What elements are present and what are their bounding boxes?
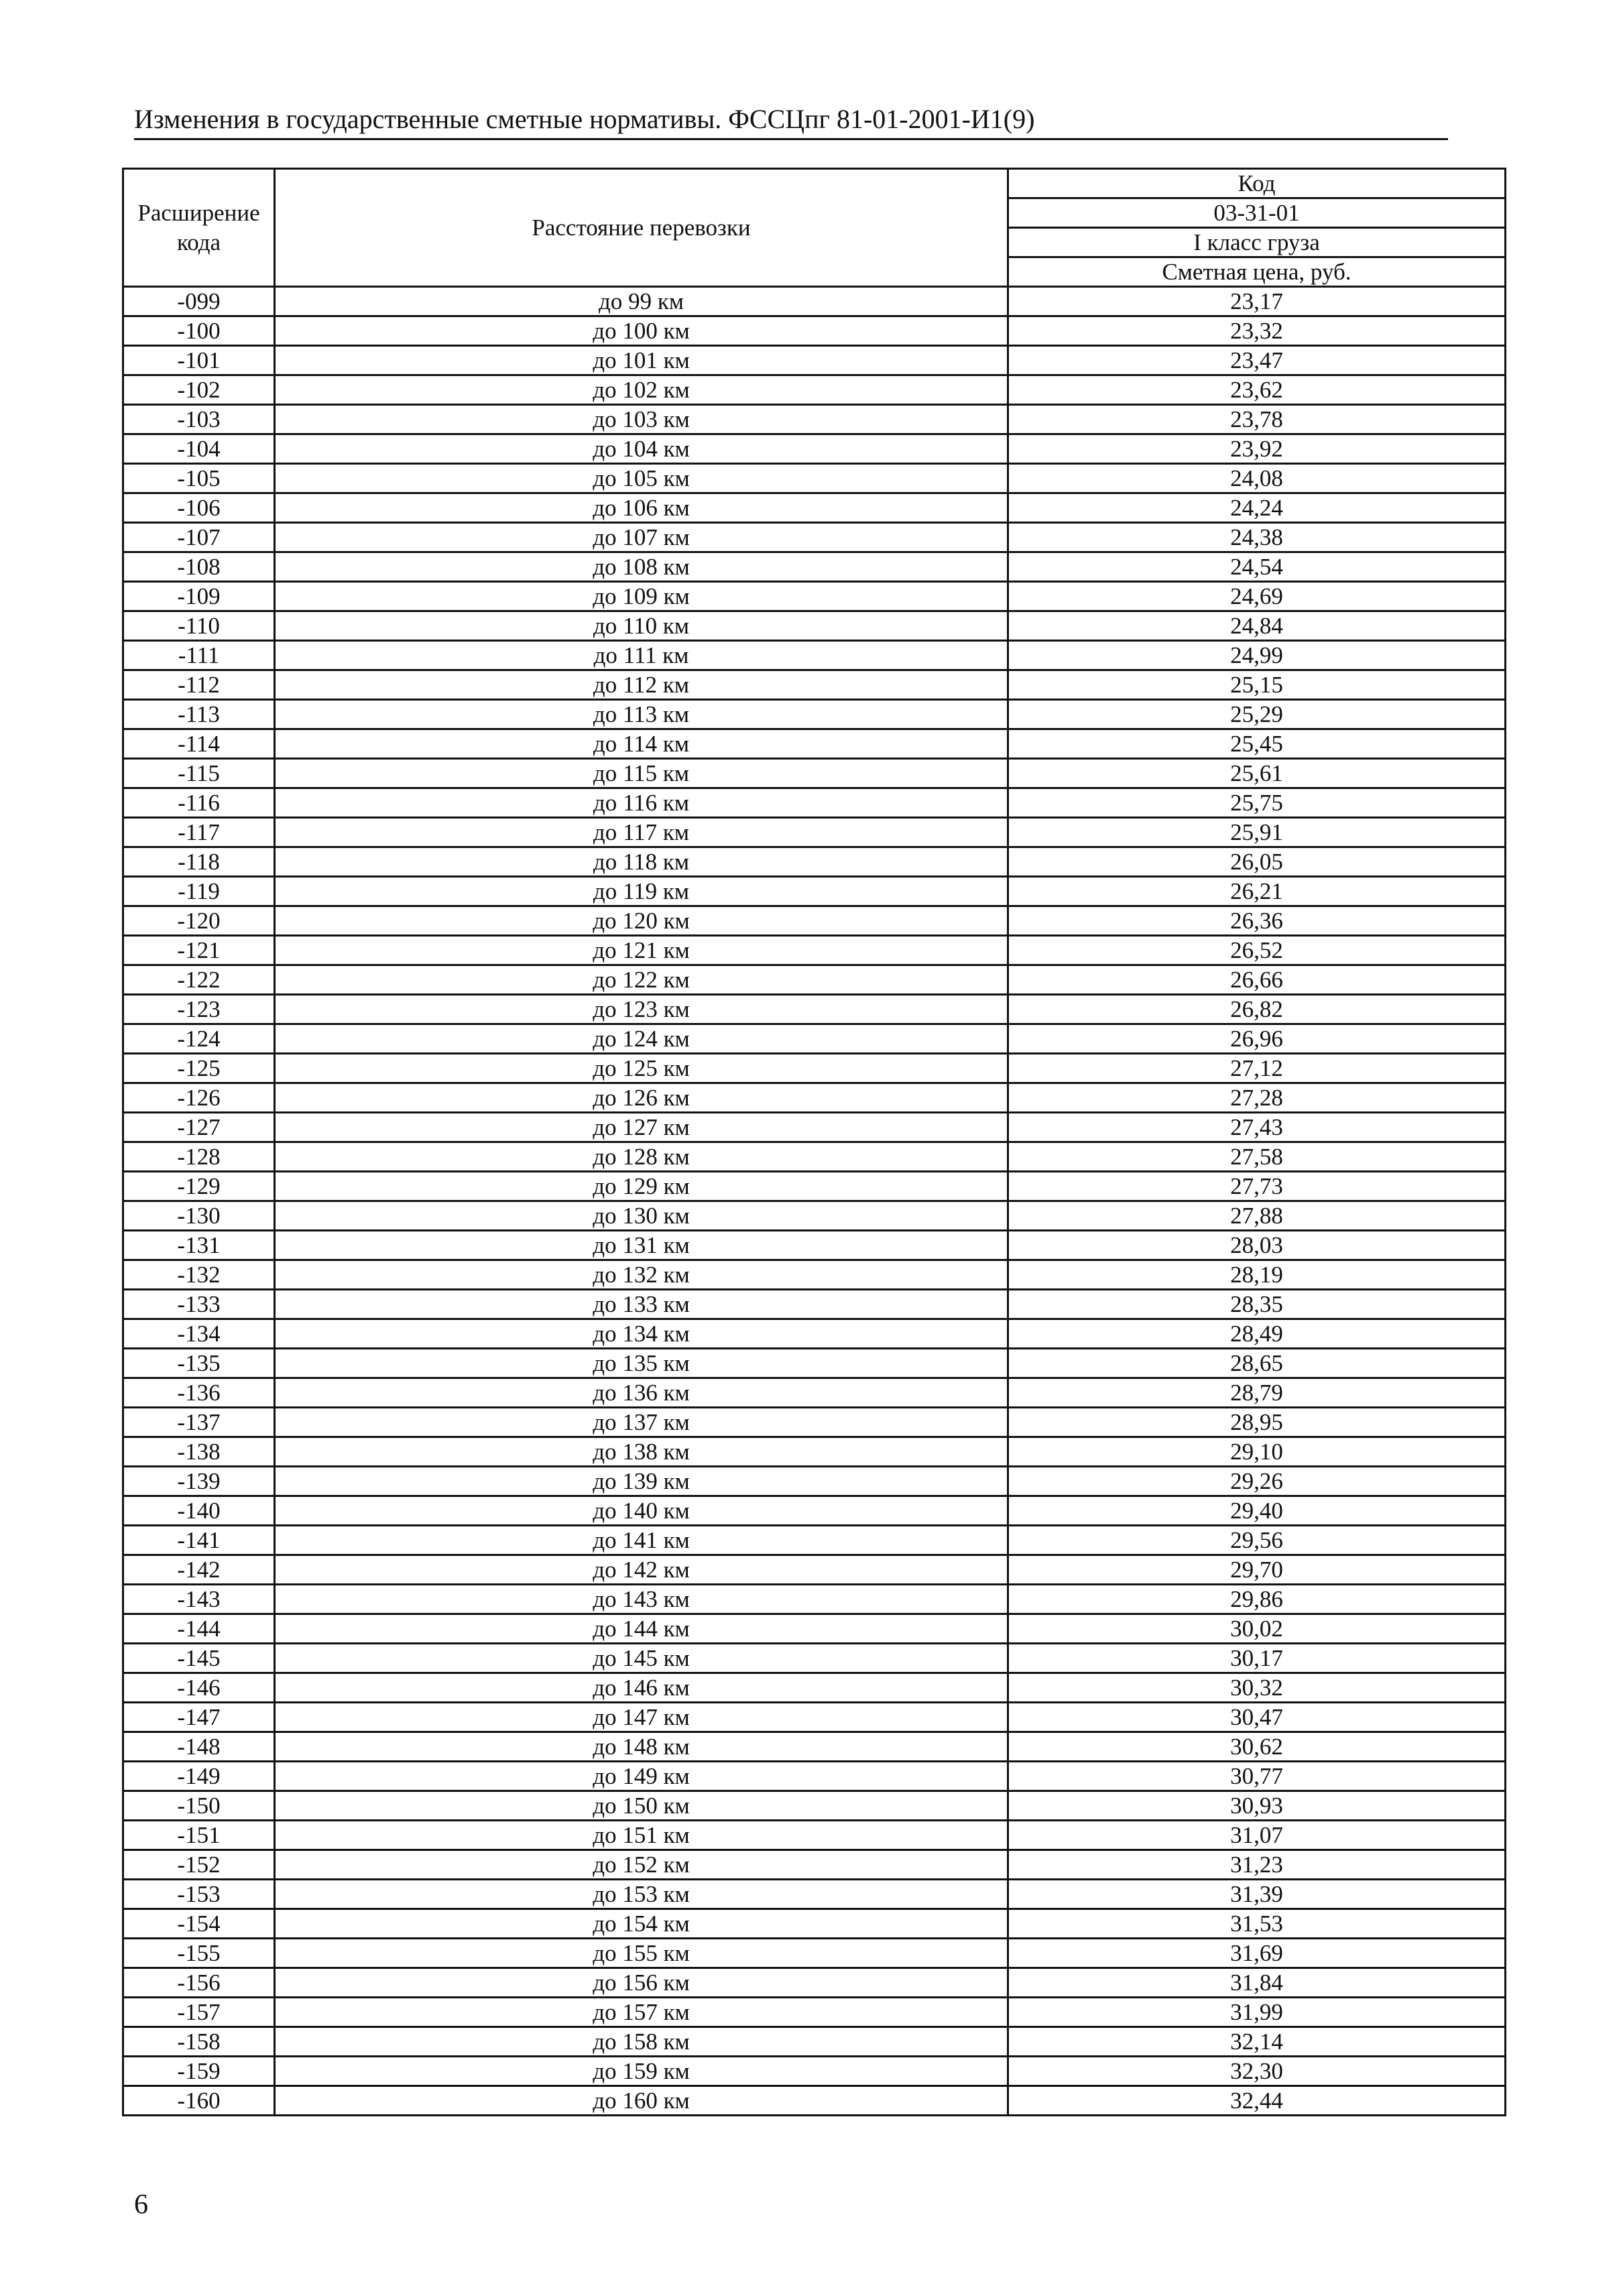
table-row	[123, 1437, 1506, 1467]
cell-code-extension: -104	[123, 434, 275, 464]
table-row	[123, 670, 1506, 700]
cell-distance: до 114 км	[275, 729, 1008, 759]
cell-distance: до 138 км	[275, 1437, 1008, 1467]
table-row	[123, 1142, 1506, 1172]
cell-price: 26,05	[1008, 847, 1506, 877]
table-body	[123, 287, 1506, 2116]
table-row	[123, 1673, 1506, 1703]
table-row	[123, 1909, 1506, 1939]
cell-distance: до 143 км	[275, 1585, 1008, 1614]
cell-distance: до 159 км	[275, 2057, 1008, 2086]
cell-price: 28,79	[1008, 1378, 1506, 1408]
cell-code-extension: -127	[123, 1113, 275, 1142]
cell-code-extension: -157	[123, 1998, 275, 2027]
table-row	[123, 847, 1506, 877]
cell-distance: до 129 км	[275, 1172, 1008, 1201]
cell-distance: до 152 км	[275, 1850, 1008, 1880]
cell-distance: до 99 км	[275, 287, 1008, 316]
cell-distance: до 106 км	[275, 493, 1008, 523]
table-row	[123, 1349, 1506, 1378]
cell-distance: до 122 км	[275, 965, 1008, 995]
cell-code-extension: -136	[123, 1378, 275, 1408]
cell-distance: до 119 км	[275, 877, 1008, 906]
header-code-extension: Расширение кода	[123, 169, 275, 287]
cell-price: 27,58	[1008, 1142, 1506, 1172]
table-row	[123, 434, 1506, 464]
cell-distance: до 101 км	[275, 346, 1008, 375]
cell-price: 25,45	[1008, 729, 1506, 759]
cell-distance: до 157 км	[275, 1998, 1008, 2027]
cell-price: 24,54	[1008, 552, 1506, 582]
cell-price: 30,02	[1008, 1614, 1506, 1644]
table-row	[123, 1998, 1506, 2027]
cell-distance: до 116 км	[275, 788, 1008, 818]
cell-code-extension: -120	[123, 906, 275, 936]
cell-code-extension: -115	[123, 759, 275, 788]
table-row	[123, 1585, 1506, 1614]
cell-price: 25,91	[1008, 818, 1506, 847]
cell-price: 27,12	[1008, 1054, 1506, 1083]
table-row	[123, 1054, 1506, 1083]
document-title: Изменения в государственные сметные нормативы. ФССЦпг 81-01-2001-И1(9)	[134, 104, 1035, 134]
cell-price: 30,62	[1008, 1732, 1506, 1762]
cell-code-extension: -142	[123, 1555, 275, 1585]
cell-code-extension: -131	[123, 1231, 275, 1260]
table-row	[123, 906, 1506, 936]
cell-price: 30,32	[1008, 1673, 1506, 1703]
cell-distance: до 160 км	[275, 2086, 1008, 2116]
cell-code-extension: -132	[123, 1260, 275, 1290]
cell-distance: до 156 км	[275, 1968, 1008, 1998]
cell-code-extension: -099	[123, 287, 275, 316]
cell-price: 26,82	[1008, 995, 1506, 1024]
cell-code-extension: -116	[123, 788, 275, 818]
table-row	[123, 1290, 1506, 1319]
table-row	[123, 1526, 1506, 1555]
cell-price: 24,84	[1008, 611, 1506, 641]
table-row	[123, 2086, 1506, 2116]
table-row	[123, 2057, 1506, 2086]
cell-code-extension: -153	[123, 1880, 275, 1909]
cell-price: 23,62	[1008, 375, 1506, 405]
cell-price: 24,08	[1008, 464, 1506, 493]
cell-distance: до 104 км	[275, 434, 1008, 464]
table-row	[123, 1024, 1506, 1054]
cell-price: 23,92	[1008, 434, 1506, 464]
cell-code-extension: -112	[123, 670, 275, 700]
cell-price: 29,56	[1008, 1526, 1506, 1555]
cell-code-extension: -108	[123, 552, 275, 582]
cell-price: 28,35	[1008, 1290, 1506, 1319]
table-row	[123, 1762, 1506, 1791]
cell-code-extension: -129	[123, 1172, 275, 1201]
cell-distance: до 109 км	[275, 582, 1008, 611]
cell-distance: до 148 км	[275, 1732, 1008, 1762]
cell-code-extension: -113	[123, 700, 275, 729]
cell-price: 30,77	[1008, 1762, 1506, 1791]
cell-distance: до 131 км	[275, 1231, 1008, 1260]
cell-price: 26,36	[1008, 906, 1506, 936]
table-row	[123, 493, 1506, 523]
cell-price: 25,61	[1008, 759, 1506, 788]
page-number: 6	[134, 2189, 148, 2220]
table-row	[123, 877, 1506, 906]
table-row	[123, 375, 1506, 405]
table-row	[123, 1732, 1506, 1762]
cell-distance: до 145 км	[275, 1644, 1008, 1673]
cell-distance: до 100 км	[275, 316, 1008, 346]
table-row	[123, 1378, 1506, 1408]
cell-price: 28,19	[1008, 1260, 1506, 1290]
table-row	[123, 316, 1506, 346]
cell-distance: до 142 км	[275, 1555, 1008, 1585]
cell-price: 23,17	[1008, 287, 1506, 316]
cell-distance: до 125 км	[275, 1054, 1008, 1083]
table-row	[123, 405, 1506, 434]
cell-code-extension: -145	[123, 1644, 275, 1673]
cell-distance: до 115 км	[275, 759, 1008, 788]
cell-distance: до 141 км	[275, 1526, 1008, 1555]
table-row	[123, 1408, 1506, 1437]
cell-code-extension: -119	[123, 877, 275, 906]
cell-code-extension: -143	[123, 1585, 275, 1614]
cell-price: 27,43	[1008, 1113, 1506, 1142]
cell-distance: до 117 км	[275, 818, 1008, 847]
cell-price: 29,86	[1008, 1585, 1506, 1614]
cell-distance: до 134 км	[275, 1319, 1008, 1349]
cell-code-extension: -126	[123, 1083, 275, 1113]
cell-distance: до 124 км	[275, 1024, 1008, 1054]
cell-distance: до 147 км	[275, 1703, 1008, 1732]
cell-price: 29,40	[1008, 1496, 1506, 1526]
cell-price: 24,69	[1008, 582, 1506, 611]
cell-code-extension: -146	[123, 1673, 275, 1703]
cell-distance: до 150 км	[275, 1791, 1008, 1821]
cell-distance: до 140 км	[275, 1496, 1008, 1526]
cell-price: 30,93	[1008, 1791, 1506, 1821]
header-estimated-price: Сметная цена, руб.	[1008, 257, 1506, 287]
table-row	[123, 1319, 1506, 1349]
cell-distance: до 120 км	[275, 906, 1008, 936]
price-table	[122, 168, 1506, 2116]
cell-distance: до 110 км	[275, 611, 1008, 641]
cell-code-extension: -123	[123, 995, 275, 1024]
cell-code-extension: -103	[123, 405, 275, 434]
price-table-container	[122, 168, 1504, 2116]
cell-price: 31,69	[1008, 1939, 1506, 1968]
table-row	[123, 582, 1506, 611]
cell-distance: до 153 км	[275, 1880, 1008, 1909]
cell-price: 23,78	[1008, 405, 1506, 434]
cell-code-extension: -107	[123, 523, 275, 552]
cell-distance: до 139 км	[275, 1467, 1008, 1496]
table-header	[123, 169, 1506, 287]
cell-distance: до 144 км	[275, 1614, 1008, 1644]
cell-code-extension: -160	[123, 2086, 275, 2116]
cell-price: 26,66	[1008, 965, 1506, 995]
table-row	[123, 1791, 1506, 1821]
cell-code-extension: -109	[123, 582, 275, 611]
cell-price: 31,39	[1008, 1880, 1506, 1909]
cell-distance: до 108 км	[275, 552, 1008, 582]
cell-distance: до 135 км	[275, 1349, 1008, 1378]
cell-code-extension: -148	[123, 1732, 275, 1762]
cell-code-extension: -147	[123, 1703, 275, 1732]
table-row	[123, 2027, 1506, 2057]
cell-code-extension: -149	[123, 1762, 275, 1791]
cell-code-extension: -155	[123, 1939, 275, 1968]
cell-price: 26,52	[1008, 936, 1506, 965]
cell-price: 29,70	[1008, 1555, 1506, 1585]
table-row	[123, 611, 1506, 641]
cell-distance: до 118 км	[275, 847, 1008, 877]
table-row	[123, 995, 1506, 1024]
cell-code-extension: -130	[123, 1201, 275, 1231]
table-row	[123, 965, 1506, 995]
cell-distance: до 112 км	[275, 670, 1008, 700]
cell-price: 31,07	[1008, 1821, 1506, 1850]
cell-distance: до 132 км	[275, 1260, 1008, 1290]
table-row	[123, 1880, 1506, 1909]
cell-price: 30,47	[1008, 1703, 1506, 1732]
cell-price: 25,75	[1008, 788, 1506, 818]
cell-distance: до 130 км	[275, 1201, 1008, 1231]
table-row	[123, 1614, 1506, 1644]
cell-code-extension: -150	[123, 1791, 275, 1821]
cell-code-extension: -117	[123, 818, 275, 847]
cell-price: 27,73	[1008, 1172, 1506, 1201]
table-row	[123, 1939, 1506, 1968]
table-row	[123, 1821, 1506, 1850]
header-code-label: Код	[1008, 169, 1506, 198]
table-row	[123, 346, 1506, 375]
table-row	[123, 729, 1506, 759]
table-row	[123, 1260, 1506, 1290]
cell-price: 31,53	[1008, 1909, 1506, 1939]
cell-code-extension: -144	[123, 1614, 275, 1644]
cell-distance: до 127 км	[275, 1113, 1008, 1142]
cell-distance: до 105 км	[275, 464, 1008, 493]
cell-code-extension: -137	[123, 1408, 275, 1437]
table-row	[123, 1496, 1506, 1526]
cell-price: 32,14	[1008, 2027, 1506, 2057]
cell-price: 31,84	[1008, 1968, 1506, 1998]
cell-price: 32,44	[1008, 2086, 1506, 2116]
cell-code-extension: -114	[123, 729, 275, 759]
table-row	[123, 700, 1506, 729]
cell-price: 26,96	[1008, 1024, 1506, 1054]
cell-distance: до 121 км	[275, 936, 1008, 965]
cell-price: 30,17	[1008, 1644, 1506, 1673]
cell-price: 29,10	[1008, 1437, 1506, 1467]
cell-price: 23,47	[1008, 346, 1506, 375]
table-row	[123, 936, 1506, 965]
table-row	[123, 552, 1506, 582]
cell-code-extension: -156	[123, 1968, 275, 1998]
cell-distance: до 113 км	[275, 700, 1008, 729]
table-row	[123, 1850, 1506, 1880]
cell-distance: до 146 км	[275, 1673, 1008, 1703]
cell-code-extension: -106	[123, 493, 275, 523]
table-row	[123, 788, 1506, 818]
table-row	[123, 1703, 1506, 1732]
cell-price: 28,49	[1008, 1319, 1506, 1349]
cell-code-extension: -100	[123, 316, 275, 346]
table-row	[123, 1231, 1506, 1260]
cell-code-extension: -125	[123, 1054, 275, 1083]
cell-price: 29,26	[1008, 1467, 1506, 1496]
cell-code-extension: -105	[123, 464, 275, 493]
cell-distance: до 136 км	[275, 1378, 1008, 1408]
cell-price: 24,38	[1008, 523, 1506, 552]
table-row	[123, 464, 1506, 493]
header-distance: Расстояние перевозки	[275, 169, 1008, 287]
cell-price: 28,65	[1008, 1349, 1506, 1378]
cell-distance: до 154 км	[275, 1909, 1008, 1939]
cell-price: 28,03	[1008, 1231, 1506, 1260]
cell-code-extension: -102	[123, 375, 275, 405]
cell-code-extension: -140	[123, 1496, 275, 1526]
table-row	[123, 641, 1506, 670]
cell-distance: до 102 км	[275, 375, 1008, 405]
cell-code-extension: -110	[123, 611, 275, 641]
cell-distance: до 133 км	[275, 1290, 1008, 1319]
page-header	[134, 101, 1448, 140]
cell-code-extension: -141	[123, 1526, 275, 1555]
cell-code-extension: -151	[123, 1821, 275, 1850]
cell-distance: до 149 км	[275, 1762, 1008, 1791]
cell-code-extension: -154	[123, 1909, 275, 1939]
cell-code-extension: -138	[123, 1437, 275, 1467]
table-row	[123, 1644, 1506, 1673]
header-code-value: 03-31-01	[1008, 198, 1506, 228]
cell-price: 27,28	[1008, 1083, 1506, 1113]
cell-distance: до 151 км	[275, 1821, 1008, 1850]
cell-price: 23,32	[1008, 316, 1506, 346]
cell-price: 24,24	[1008, 493, 1506, 523]
cell-distance: до 158 км	[275, 2027, 1008, 2057]
cell-code-extension: -101	[123, 346, 275, 375]
cell-distance: до 155 км	[275, 1939, 1008, 1968]
cell-code-extension: -135	[123, 1349, 275, 1378]
table-row	[123, 1113, 1506, 1142]
cell-code-extension: -133	[123, 1290, 275, 1319]
cell-price: 24,99	[1008, 641, 1506, 670]
cell-distance: до 107 км	[275, 523, 1008, 552]
cell-distance: до 103 км	[275, 405, 1008, 434]
cell-price: 31,99	[1008, 1998, 1506, 2027]
table-row	[123, 523, 1506, 552]
cell-distance: до 126 км	[275, 1083, 1008, 1113]
cell-price: 32,30	[1008, 2057, 1506, 2086]
header-cargo-class: I класс груза	[1008, 228, 1506, 257]
table-row	[123, 1083, 1506, 1113]
cell-price: 28,95	[1008, 1408, 1506, 1437]
table-row	[123, 1201, 1506, 1231]
cell-code-extension: -152	[123, 1850, 275, 1880]
cell-code-extension: -134	[123, 1319, 275, 1349]
cell-code-extension: -121	[123, 936, 275, 965]
cell-code-extension: -111	[123, 641, 275, 670]
cell-distance: до 137 км	[275, 1408, 1008, 1437]
cell-code-extension: -158	[123, 2027, 275, 2057]
table-row	[123, 818, 1506, 847]
cell-price: 25,29	[1008, 700, 1506, 729]
table-row	[123, 1555, 1506, 1585]
table-row	[123, 1172, 1506, 1201]
table-row	[123, 287, 1506, 316]
cell-code-extension: -128	[123, 1142, 275, 1172]
cell-price: 27,88	[1008, 1201, 1506, 1231]
table-row	[123, 759, 1506, 788]
cell-price: 31,23	[1008, 1850, 1506, 1880]
cell-code-extension: -139	[123, 1467, 275, 1496]
cell-distance: до 123 км	[275, 995, 1008, 1024]
table-row	[123, 1467, 1506, 1496]
cell-code-extension: -122	[123, 965, 275, 995]
table-row	[123, 1968, 1506, 1998]
cell-code-extension: -159	[123, 2057, 275, 2086]
cell-distance: до 128 км	[275, 1142, 1008, 1172]
cell-price: 25,15	[1008, 670, 1506, 700]
cell-code-extension: -118	[123, 847, 275, 877]
cell-price: 26,21	[1008, 877, 1506, 906]
cell-code-extension: -124	[123, 1024, 275, 1054]
cell-distance: до 111 км	[275, 641, 1008, 670]
